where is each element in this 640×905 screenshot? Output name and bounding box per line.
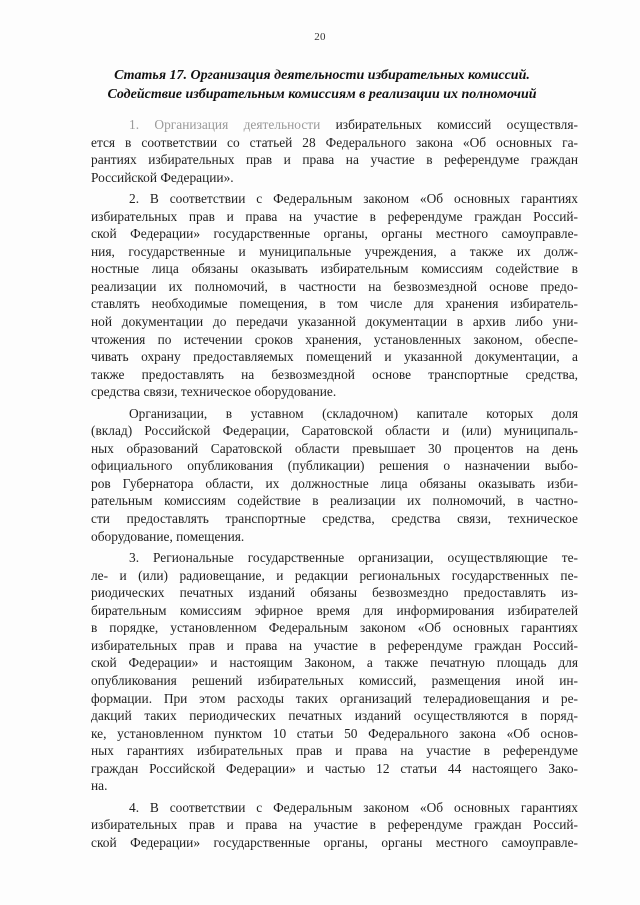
paragraph-line: дакций таких периодических печатных изданий осуществляются в поряд- [91,708,578,724]
paragraph-line: ской Федерации» государственные органы, органы местного самоуправле- [91,834,578,850]
paragraph-line: в порядке, установленном Федеральным законом «Об основных гарантиях [91,620,578,636]
paragraph-line: Российской Федерации». [91,169,234,185]
page-number: 20 [314,31,326,43]
paragraph-line: (вклад) Российской Федерации, Саратовской области и (или) муниципаль- [91,423,578,439]
paragraph-line: формации. При этом расходы таких организаций телерадиовещания и ре- [91,690,578,706]
paragraph-line: ных образований Саратовской области превышает 30 процентов на день [91,440,578,456]
paragraph-line: опубликования решений избирательных комиссий, размещения иной ин- [91,672,578,688]
paragraph-line: ставлять необходимые помещения, в том числе для хранения избиратель- [91,296,578,312]
paragraph-line: ной документации до передачи указанной документации в архив либо уни- [91,314,578,330]
paragraph-line: ской Федерации» и настоящим Законом, а также печатную площадь для [91,655,578,671]
article-title [96,66,548,104]
paragraph-line: риодических печатных изданий обязаны безвозмездно предоставлять из- [91,585,578,601]
paragraph-line: ской Федерации» государственные органы, органы местного самоуправле- [91,226,578,242]
paragraph-line: ке, установленном пунктом 10 статьи 50 Федерального закона «Об основ- [91,725,578,741]
paragraph-5 [91,799,578,852]
paragraph-line: ется в соответствии со статьей 28 Федерального закона «Об основных га- [91,134,578,150]
paragraph-line: средства связи, техническое оборудование. [91,384,337,400]
paragraph-line: на. [91,778,108,794]
paragraph-line: чивать охрану предоставляемых помещений и указанной документации, а [91,349,578,365]
paragraph-line [91,116,578,134]
paragraph-2 [91,190,578,401]
paragraph-line: 2. В соответствии с Федеральным законом «Об основных гарантиях [129,191,578,207]
paragraph-line-text: избирательных комиссий осуществля- [320,117,578,132]
paragraph-line: ния, государственные и муниципальные учреждения, а также их долж- [91,243,578,259]
paragraph-line: граждан Российской Федерации» и частью 12 статьи 44 настоящего Зако- [91,760,578,776]
paragraph-line: 4. В соответствии с Федеральным законом «Об основных гарантиях [129,799,578,815]
paragraph-line: ных гарантиях избирательных прав и права на участие в референдуме [91,743,578,759]
paragraph-line: реализации их полномочий, в частности на безвозмездной основе предо- [91,278,578,294]
paragraph-line: оборудование, помещения. [91,528,245,544]
article-body [91,116,578,855]
paragraph-line: Организации, в уставном (складочном) капитале которых доля [129,405,578,421]
paragraph-1 [91,116,578,186]
faded-text: 1. Организация деятельности [129,117,321,132]
paragraph-line: избирательных прав и права на участие в референдуме граждан Россий- [91,817,578,833]
paragraph-line: чтожения по истечении сроков хранения, установленных законом, обеспе- [91,331,578,347]
paragraph-line: также предоставлять на безвозмездной основе транспортные средства, [91,366,578,382]
paragraph-line: бирательным комиссиям эфирное время для информирования избирателей [91,602,578,618]
paragraph-line: ле- и (или) радиовещание, и редакции региональных государственных пе- [91,567,578,583]
paragraph-line: рательным комиссиям содействие в реализации их полномочий, в частно- [91,493,578,509]
paragraph-line: ностные лица обязаны оказывать избирательным комиссиям содействие в [91,261,578,277]
paragraph-3 [91,405,578,545]
paragraph-line: сти предоставлять транспортные средства, средства связи, техническое [91,511,578,527]
article-title-line-2: Содействие избирательным комиссиям в реализации их полномочий [107,87,537,102]
paragraph-line: 3. Региональные государственные организации, осуществляющие те- [129,550,578,566]
paragraph-line: официального опубликования (публикации) решения о назначении выбо- [91,458,578,474]
paragraph-4 [91,549,578,795]
paragraph-line: рантиях избирательных прав и права на участие в референдуме граждан [91,152,578,168]
paragraph-line: ров Губернатора области, их должностные лица обязаны оказывать изби- [91,475,578,491]
paragraph-line: избирательных прав и права на участие в референдуме граждан Россий- [91,208,578,224]
article-title-line-1: Статья 17. Организация деятельности избирательных комиссий. [114,68,530,83]
paragraph-line: избирательных прав и права на участие в референдуме граждан Россий- [91,637,578,653]
